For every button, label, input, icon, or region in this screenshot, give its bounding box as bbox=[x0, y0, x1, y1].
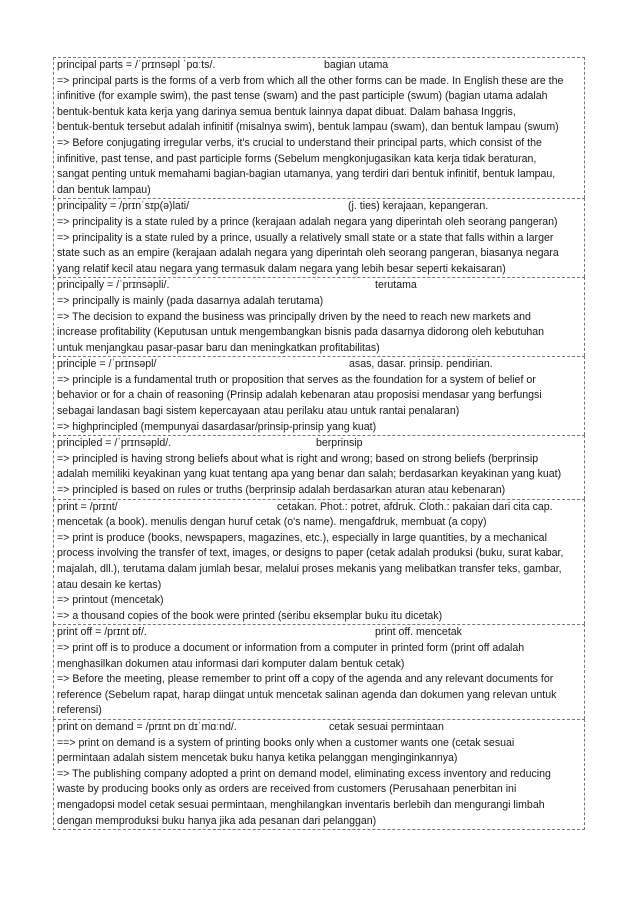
entry-meaning: cetak sesuai permintaan bbox=[329, 720, 444, 733]
glossary-page bbox=[53, 57, 585, 830]
entry-line: permintaan adalah sistem mencetak buku hanya ketika pelanggan menginginkannya) bbox=[57, 752, 458, 765]
entry-line: => print off is to produce a document or information from a computer in printed form (print off adalah bbox=[57, 641, 525, 654]
entry-term: print = /prɪnt/ bbox=[57, 500, 118, 513]
entry-meaning: bagian utama bbox=[324, 59, 389, 71]
entry-header bbox=[57, 199, 582, 215]
entry-line: infinitive, past tense, and past participle forms (Sebelum mengkonjugasikan kata kerja tidak beraturan, bbox=[57, 152, 537, 165]
entry-term: principality = /prɪnˈsɪp(ə)lati/ bbox=[57, 200, 190, 213]
entry-term: principally = /ˈprɪnsəpli/. bbox=[57, 279, 170, 292]
entry-line: referensi) bbox=[57, 704, 102, 717]
entry-line: => The decision to expand the business was principally driven by the need to reach new markets and bbox=[57, 310, 531, 323]
entry-line: => principled is based on rules or truths (berprinsip adalah berdasarkan aturan atau kebenaran) bbox=[57, 484, 506, 497]
entry-line: => principle is a fundamental truth or proposition that serves as the foundation for a system of belief or bbox=[57, 373, 536, 386]
glossary-entry bbox=[53, 277, 585, 356]
entry-line: bentuk-bentuk kata kerja yang darinya semua bentuk lainnya dapat dibuat. Dalam bahasa Inggris, bbox=[57, 105, 516, 118]
entry-line: majalah, dll.), terutama dalam jumlah besar, melalui proses mekanis yang melibatkan transfer teks, gambar, bbox=[57, 563, 562, 575]
entry-line: => The publishing company adopted a print on demand model, eliminating excess inventory and reducing bbox=[57, 767, 551, 780]
glossary-entry bbox=[53, 198, 585, 277]
entry-line: reference (Sebelum rapat, harap diingat untuk mencetak salinan agenda dan dokumen yang relevan untuk bbox=[57, 688, 557, 701]
entry-line: sangat penting untuk memahami bagian-bagian utamanya, yang terdiri dari bentuk infinitif, bentuk lampau, bbox=[57, 168, 556, 181]
entry-line: sebagai landasan bagi sistem kepercayaan atau perilaku atau untuk rantai penalaran) bbox=[57, 405, 460, 418]
entry-line: untuk menjangkau pasar-pasar baru dan meningkatkan profitabilitas) bbox=[57, 341, 380, 354]
entry-line: => principality is a state ruled by a prince, usually a relatively small state or a state that falls within a larger bbox=[57, 231, 554, 244]
entry-meaning: (j. ties) kerajaan, kepangeran. bbox=[348, 200, 489, 213]
entry-line: => a thousand copies of the book were printed (seribu eksemplar buku itu dicetak) bbox=[57, 609, 443, 622]
entry-header bbox=[57, 278, 582, 294]
entry-line: yang relatif kecil atau negara yang termasuk dalam negara yang lebih besar seperti kekaisaran) bbox=[57, 262, 506, 275]
entry-header bbox=[57, 500, 582, 516]
entry-line: infinitive (for example swim), the past tense (swam) and the past participle (swum) (bagian utama adalah bbox=[57, 90, 548, 103]
entry-line: => principal parts is the forms of a verb from which all the other forms can be made. In English these are the bbox=[57, 74, 564, 87]
entry-line: => highprincipled (mempunyai dasardasar/prinsip-prinsip yang kuat) bbox=[57, 420, 377, 433]
entry-line: atau desain ke kertas) bbox=[57, 578, 162, 591]
entry-line: menghasilkan dokumen atau informasi dari komputer dalam bentuk cetak) bbox=[57, 657, 405, 670]
glossary-entry bbox=[53, 57, 585, 198]
entry-line: => Before conjugating irregular verbs, it's crucial to understand their principal parts, which consist of the bbox=[57, 136, 542, 149]
glossary-entry bbox=[53, 719, 585, 830]
entry-line: ==> print on demand is a system of printing books only when a customer wants one (cetak sesuai bbox=[57, 736, 515, 749]
entry-line: bentuk-bentuk tersebut adalah infinitif (misalnya swim), bentuk lampau (swam), dan bentuk lampau (swum) bbox=[57, 121, 559, 134]
entry-term: print on demand = /prɪnt ɒn dɪˈmɑːnd/. bbox=[57, 720, 237, 733]
entry-term: print off = /prɪnt ɒf/. bbox=[57, 626, 147, 639]
entry-line: => principled is having strong beliefs about what is right and wrong; based on strong beliefs (berprinsip bbox=[57, 452, 539, 465]
entry-line: => Before the meeting, please remember to print off a copy of the agenda and any relevant documents for bbox=[57, 673, 554, 686]
entry-line: mencetak (a book). menulis dengan huruf cetak (o's name). mengafdruk, membuat (a copy) bbox=[57, 516, 487, 529]
entry-line: mengadopsi model cetak sesuai permintaan, menghilangkan inventaris berlebih dan mengurangi limbah bbox=[57, 798, 545, 811]
entry-meaning: cetakan. Phot.: potret, afdruk. Cloth.: pakaian dari cita cap. bbox=[277, 500, 553, 513]
entry-line: dan bentuk lampau) bbox=[57, 183, 151, 196]
entry-header bbox=[57, 58, 582, 74]
entry-line: increase profitability (Keputusan untuk mengembangkan bisnis pada dasarnya didorong oleh kebutuhan bbox=[57, 326, 545, 339]
entry-term: principled = /ˈprɪnsəpld/. bbox=[57, 437, 172, 450]
entry-header bbox=[57, 436, 582, 452]
glossary-entry bbox=[53, 624, 585, 719]
glossary-entry bbox=[53, 499, 585, 625]
entry-line: => principally is mainly (pada dasarnya adalah terutama) bbox=[57, 294, 324, 307]
entry-line: state such as an empire (kerajaan adalah negara yang diperintah oleh seorang pangeran, biasanya negara bbox=[57, 247, 559, 260]
entry-header bbox=[57, 720, 582, 736]
entry-term: principle = /ˈprɪnsəpl/ bbox=[57, 358, 157, 371]
glossary-entry bbox=[53, 356, 585, 435]
entry-line: waste by producing books only as orders are received from customers (Perusahaan penerbitan ini bbox=[57, 783, 517, 796]
entry-line: behavior or for a chain of reasoning (Prinsip adalah kebenaran atau proposisi mendasar yang berfungsi bbox=[57, 389, 542, 402]
entry-term: principal parts = /ˈprɪnsəpl ˈpɑːts/. bbox=[57, 59, 216, 71]
entry-line: => principality is a state ruled by a prince (kerajaan adalah negara yang diperintah oleh seorang pangeran) bbox=[57, 215, 558, 228]
glossary-entry bbox=[53, 435, 585, 498]
entry-line: adalah memiliki keyakinan yang kuat tentang apa yang benar dan salah; berdasarkan keyakinan yang kuat) bbox=[57, 468, 562, 481]
entry-meaning: asas, dasar. prinsip. pendirian. bbox=[349, 358, 493, 371]
entry-header bbox=[57, 357, 582, 373]
entry-line: => print is produce (books, newspapers, magazines, etc.), especially in large quantities, by a mechanical bbox=[57, 531, 547, 544]
entry-meaning: terutama bbox=[375, 279, 417, 292]
entry-header bbox=[57, 625, 582, 641]
entry-line: => printout (mencetak) bbox=[57, 594, 164, 607]
entry-line: process involving the transfer of text, images, or designs to paper (cetak adalah produksi (buku, surat kabar, bbox=[57, 547, 564, 560]
entry-meaning: print off. mencetak bbox=[375, 626, 462, 639]
entry-meaning: berprinsip bbox=[316, 437, 363, 450]
entry-line: dengan memproduksi buku hanya jika ada pesanan dari pelanggan) bbox=[57, 814, 377, 827]
